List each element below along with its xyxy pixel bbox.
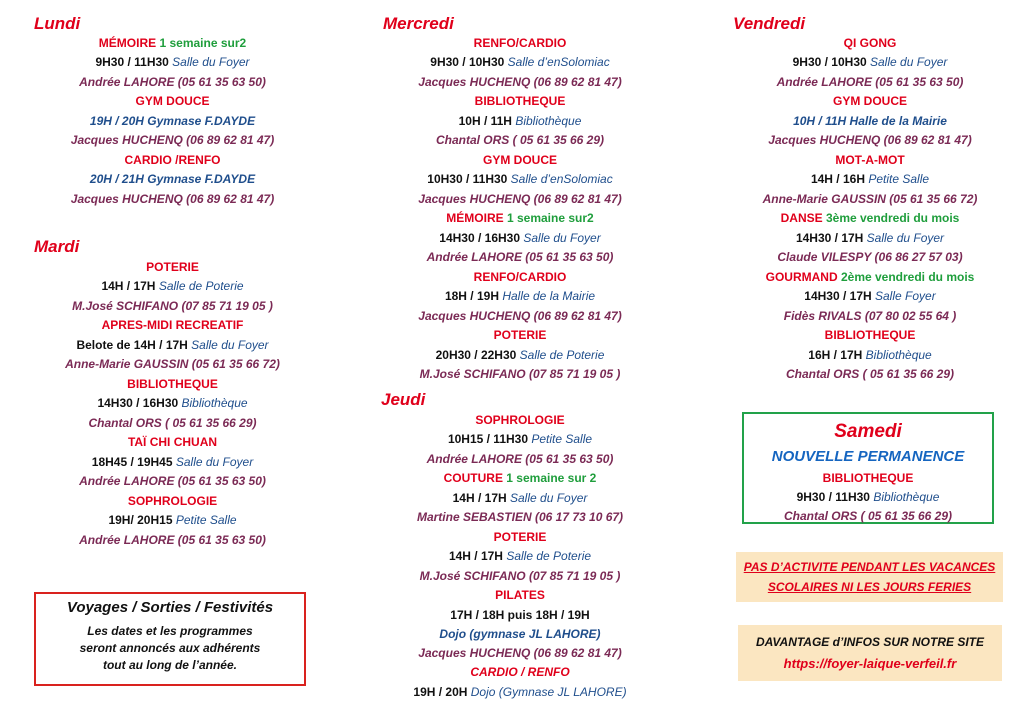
activity-time: 17H / 18H puis 18H / 19H <box>450 608 590 622</box>
voyages-info-box <box>34 592 306 686</box>
activity-contact: Andrée LAHORE (05 61 35 63 50) <box>426 250 614 264</box>
infos-line: DAVANTAGE d’INFOS SUR NOTRE SITE <box>755 635 984 649</box>
activity-title: DANSE 3ème vendredi du mois <box>780 211 960 225</box>
activity-title: POTERIE <box>493 530 547 544</box>
activity-contact: M.José SCHIFANO (07 85 71 19 05 ) <box>419 569 621 583</box>
activity-contact: Martine SEBASTIEN (06 17 73 10 67) <box>416 510 624 524</box>
activity-title: GYM DOUCE <box>832 94 907 108</box>
activity-contact: Andrée LAHORE (05 61 35 63 50) <box>79 533 266 547</box>
activity-time: 20H / 21H Gymnase F.DAYDE <box>89 172 256 186</box>
activity-contact: Chantal ORS ( 05 61 35 66 29) <box>88 416 257 430</box>
activity-time: 14H / 17H Salle du Foyer <box>452 491 588 505</box>
activity-title: MOT-A-MOT <box>835 153 905 167</box>
infos-notice <box>738 625 1002 681</box>
activity-contact: Andrée LAHORE (05 61 35 63 50) <box>79 474 266 488</box>
activity-time: 9H30 / 11H30 Bibliothèque <box>796 490 940 504</box>
activity-contact: Andrée LAHORE (05 61 35 63 50) <box>79 75 266 89</box>
activity-contact: Andrée LAHORE (05 61 35 63 50) <box>426 452 614 466</box>
samedi-subtitle: NOUVELLE PERMANENCE <box>771 448 965 465</box>
activity-title: RENFO/CARDIO <box>473 36 567 50</box>
voyages-line: tout au long de l’année. <box>102 658 237 672</box>
activity-time: 14H30 / 16H30 Bibliothèque <box>97 396 248 410</box>
activity-title: SOPHROLOGIE <box>127 494 218 508</box>
voyages-title: Voyages / Sorties / Festivités <box>66 599 274 616</box>
activity-contact: Jacques HUCHENQ (06 89 62 81 47) <box>418 192 622 206</box>
activity-title: BIBLIOTHEQUE <box>824 328 916 342</box>
day-heading-mercredi: Mercredi <box>383 14 454 33</box>
day-heading-mardi: Mardi <box>34 237 80 256</box>
activity-contact: Andrée LAHORE (05 61 35 63 50) <box>776 75 964 89</box>
activity-title: BIBLIOTHEQUE <box>822 471 914 485</box>
activity-contact: Fidès RIVALS (07 80 02 55 64 ) <box>783 309 957 323</box>
activity-time: 10H30 / 11H30 Salle d’enSolomiac <box>427 172 613 186</box>
activity-time: 14H30 / 17H Salle Foyer <box>804 289 936 303</box>
activity-time: 10H / 11H Bibliothèque <box>458 114 582 128</box>
activity-time: 9H30 / 11H30 Salle du Foyer <box>95 55 250 69</box>
activity-title: GYM DOUCE <box>482 153 557 167</box>
day-heading-jeudi: Jeudi <box>381 390 426 409</box>
activity-title: SOPHROLOGIE <box>475 413 565 427</box>
activity-title: APRES-MIDI RECREATIF <box>101 318 244 332</box>
activity-title: POTERIE <box>493 328 547 342</box>
activity-time: 14H / 16H Petite Salle <box>810 172 930 186</box>
activity-time: 19H/ 20H15 Petite Salle <box>108 513 237 527</box>
activity-title: BIBLIOTHEQUE <box>474 94 566 108</box>
activity-time: 9H30 / 10H30 Salle d’enSolomiac <box>430 55 610 69</box>
samedi-box <box>742 412 994 524</box>
activity-contact: Jacques HUCHENQ (06 89 62 81 47) <box>418 646 622 660</box>
activity-contact: M.José SCHIFANO (07 85 71 19 05 ) <box>72 299 273 313</box>
voyages-line: Les dates et les programmes <box>87 624 253 638</box>
activity-title: POTERIE <box>146 260 199 274</box>
activity-title: COUTURE 1 semaine sur 2 <box>443 471 597 485</box>
activity-title: PILATES <box>495 588 545 602</box>
activity-time: Belote de 14H / 17H Salle du Foyer <box>76 338 269 352</box>
activity-contact: Anne-Marie GAUSSIN (05 61 35 66 72) <box>65 357 280 371</box>
activity-title: MÉMOIRE 1 semaine sur2 <box>98 36 247 50</box>
day-heading-samedi: Samedi <box>834 421 902 442</box>
activity-time: 19H / 20H Dojo (Gymnase JL LAHORE) <box>413 685 627 699</box>
activity-title: GYM DOUCE <box>135 94 210 108</box>
activity-time: 9H30 / 10H30 Salle du Foyer <box>792 55 948 69</box>
activity-title: BIBLIOTHEQUE <box>127 377 218 391</box>
vacances-line: SCOLAIRES NI LES JOURS FERIES <box>767 580 972 594</box>
activity-contact: Claude VILESPY (06 86 27 57 03) <box>777 250 963 264</box>
activity-contact: Jacques HUCHENQ (06 89 62 81 47) <box>768 133 972 147</box>
activity-contact: Jacques HUCHENQ (06 89 62 81 47) <box>70 133 275 147</box>
activity-time: 14H / 17H Salle de Poterie <box>101 279 244 293</box>
activity-contact: Jacques HUCHENQ (06 89 62 81 47) <box>418 309 622 323</box>
activity-time: 18H45 / 19H45 Salle du Foyer <box>91 455 254 469</box>
activity-time: 18H / 19H Halle de la Mairie <box>444 289 596 303</box>
activity-time: 14H30 / 17H Salle du Foyer <box>795 231 945 245</box>
activity-time: 10H15 / 11H30 Petite Salle <box>447 432 593 446</box>
activity-time: 16H / 17H Bibliothèque <box>808 348 932 362</box>
voyages-line: seront annoncés aux adhérents <box>79 641 261 655</box>
activity-contact: Chantal ORS ( 05 61 35 66 29) <box>783 509 953 523</box>
activity-title: MÉMOIRE 1 semaine sur2 <box>446 211 594 225</box>
activity-place: Dojo (gymnase JL LAHORE) <box>439 627 601 641</box>
activity-time: 10H / 11H Halle de la Mairie <box>793 114 947 128</box>
activity-title: CARDIO /RENFO <box>124 153 221 167</box>
activity-title: CARDIO / RENFO <box>470 665 570 679</box>
activity-contact: Anne-Marie GAUSSIN (05 61 35 66 72) <box>762 192 978 206</box>
website-link[interactable]: https://foyer-laique-verfeil.fr <box>783 656 957 671</box>
activity-time: 20H30 / 22H30 Salle de Poterie <box>435 348 605 362</box>
activity-contact: Jacques HUCHENQ (06 89 62 81 47) <box>418 75 622 89</box>
activity-time: 14H30 / 16H30 Salle du Foyer <box>439 231 601 245</box>
vacances-line: PAS D’ACTIVITE PENDANT LES VACANCES <box>743 560 996 574</box>
day-heading-lundi: Lundi <box>34 14 81 33</box>
activity-contact: Chantal ORS ( 05 61 35 66 29) <box>785 367 955 381</box>
activity-contact: Chantal ORS ( 05 61 35 66 29) <box>435 133 605 147</box>
activity-time: 19H / 20H Gymnase F.DAYDE <box>89 114 256 128</box>
activity-contact: M.José SCHIFANO (07 85 71 19 05 ) <box>419 367 621 381</box>
activity-title: QI GONG <box>843 36 897 50</box>
activity-title: TAÏ CHI CHUAN <box>127 435 218 449</box>
activity-time: 14H / 17H Salle de Poterie <box>448 549 592 563</box>
vacances-notice <box>736 552 1003 602</box>
activity-title: GOURMAND 2ème vendredi du mois <box>765 270 975 284</box>
activity-contact: Jacques HUCHENQ (06 89 62 81 47) <box>70 192 275 206</box>
activity-title: RENFO/CARDIO <box>473 270 567 284</box>
day-heading-vendredi: Vendredi <box>733 14 806 33</box>
